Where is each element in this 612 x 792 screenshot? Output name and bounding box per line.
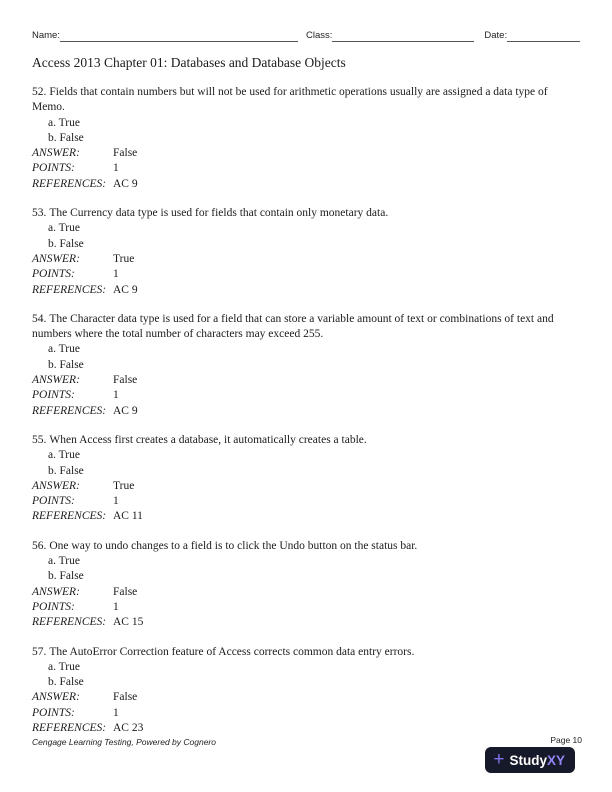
- page-title: Access 2013 Chapter 01: Databases and Database Objects: [32, 55, 346, 70]
- studyxy-brand: [509, 753, 565, 768]
- references-value: AC 15: [113, 616, 144, 629]
- references-label: REFERENCES:: [32, 510, 107, 523]
- references-label: REFERENCES:: [32, 616, 107, 629]
- references-value: AC 9: [113, 177, 138, 190]
- name-blank-line: [60, 30, 298, 42]
- references-value: AC 23: [113, 721, 144, 734]
- points-value: 1: [113, 495, 119, 508]
- points-value: 1: [113, 600, 119, 613]
- footer-credit: Cengage Learning Testing, Powered by Cognero: [32, 737, 216, 747]
- points-value: 1: [113, 268, 119, 281]
- answer-row: [32, 479, 580, 494]
- references-label: REFERENCES:: [32, 721, 107, 734]
- question-text: One way to undo changes to a field is to click the Undo button on the status bar.: [49, 539, 418, 552]
- references-row: [32, 509, 580, 524]
- option-a: a. True: [48, 555, 80, 568]
- question-text: The Currency data type is used for fields that contain only monetary data.: [49, 207, 389, 220]
- question-text: Fields that contain numbers but will not be used for arithmetic operations usually are assigned a data type of Memo.: [32, 86, 548, 114]
- class-blank-line: [332, 30, 474, 42]
- answer-value: False: [113, 147, 138, 160]
- answer-row: [32, 690, 580, 705]
- class-label: Class:: [305, 30, 333, 41]
- references-row: [32, 283, 580, 298]
- question-block-53: [32, 206, 580, 298]
- question-statement: [32, 206, 580, 221]
- references-label: REFERENCES:: [32, 283, 107, 296]
- option-b: b. False: [48, 676, 84, 689]
- answer-value: True: [113, 252, 135, 265]
- question-number: 53.: [32, 207, 47, 220]
- option-b: b. False: [48, 358, 84, 371]
- references-label: REFERENCES:: [32, 177, 107, 190]
- references-value: AC 9: [113, 283, 138, 296]
- date-blank-line: [507, 30, 580, 42]
- points-value: 1: [113, 389, 119, 402]
- option-a: a. True: [48, 343, 80, 356]
- question-number: 57.: [32, 645, 47, 658]
- points-label: POINTS:: [32, 268, 75, 281]
- answer-row: [32, 252, 580, 267]
- studyxy-badge: [485, 747, 575, 773]
- page-number: Page 10: [550, 735, 582, 745]
- answer-label: ANSWER:: [32, 691, 80, 704]
- answer-value: True: [113, 479, 135, 492]
- option-b: b. False: [48, 464, 84, 477]
- answer-label: ANSWER:: [32, 585, 80, 598]
- question-block-54: [32, 312, 580, 419]
- points-row: [32, 494, 580, 509]
- points-label: POINTS:: [32, 600, 75, 613]
- option-b: b. False: [48, 237, 84, 250]
- points-row: [32, 267, 580, 282]
- question-statement: [32, 85, 580, 116]
- option-a: a. True: [48, 222, 80, 235]
- answer-row: [32, 146, 580, 161]
- answer-value: False: [113, 374, 138, 387]
- answer-label: ANSWER:: [32, 147, 80, 160]
- question-statement: [32, 433, 580, 448]
- references-row: [32, 721, 580, 736]
- brand-study: Study: [509, 752, 547, 768]
- question-number: 55.: [32, 433, 47, 446]
- points-label: POINTS:: [32, 162, 75, 175]
- answer-value: False: [113, 585, 138, 598]
- question-block-56: [32, 539, 580, 631]
- option-a: a. True: [48, 116, 80, 129]
- question-number: 54.: [32, 312, 47, 325]
- question-block-55: [32, 433, 580, 525]
- question-statement: [32, 539, 580, 554]
- brand-xy: XY: [546, 752, 565, 768]
- question-text: The Character data type is used for a field that can store a variable amount of text or combinations of text and numbers where the total number of characters may exceed 255.: [32, 312, 554, 341]
- points-label: POINTS:: [32, 706, 75, 719]
- answer-value: False: [113, 691, 138, 704]
- references-row: [32, 177, 580, 192]
- question-text: The AutoError Correction feature of Access corrects common data entry errors.: [49, 645, 415, 658]
- answer-row: [32, 373, 580, 388]
- question-block-57: [32, 645, 580, 737]
- points-label: POINTS:: [32, 495, 75, 508]
- references-value: AC 11: [113, 510, 143, 523]
- question-number: 56.: [32, 539, 47, 552]
- fill-in-header: [32, 30, 580, 42]
- points-row: [32, 388, 580, 403]
- date-label: Date:: [484, 30, 508, 41]
- answer-row: [32, 585, 580, 600]
- answer-label: ANSWER:: [32, 252, 80, 265]
- question-block-52: [32, 85, 580, 192]
- question-statement: [32, 645, 580, 660]
- answer-label: ANSWER:: [32, 479, 80, 492]
- question-statement: [32, 312, 580, 343]
- option-a: a. True: [48, 449, 80, 462]
- points-label: POINTS:: [32, 389, 75, 402]
- points-value: 1: [113, 162, 119, 175]
- points-row: [32, 706, 580, 721]
- option-a: a. True: [48, 660, 80, 673]
- name-label: Name:: [32, 30, 60, 41]
- points-row: [32, 600, 580, 615]
- references-row: [32, 404, 580, 419]
- option-b: b. False: [48, 570, 84, 583]
- references-label: REFERENCES:: [32, 404, 107, 417]
- references-row: [32, 615, 580, 630]
- answer-label: ANSWER:: [32, 374, 80, 387]
- plus-icon: +: [493, 748, 505, 770]
- question-number: 52.: [32, 86, 47, 98]
- points-row: [32, 161, 580, 176]
- question-text: When Access first creates a database, it automatically creates a table.: [49, 433, 367, 446]
- points-value: 1: [113, 706, 119, 719]
- references-value: AC 9: [113, 404, 138, 417]
- option-b: b. False: [48, 131, 84, 144]
